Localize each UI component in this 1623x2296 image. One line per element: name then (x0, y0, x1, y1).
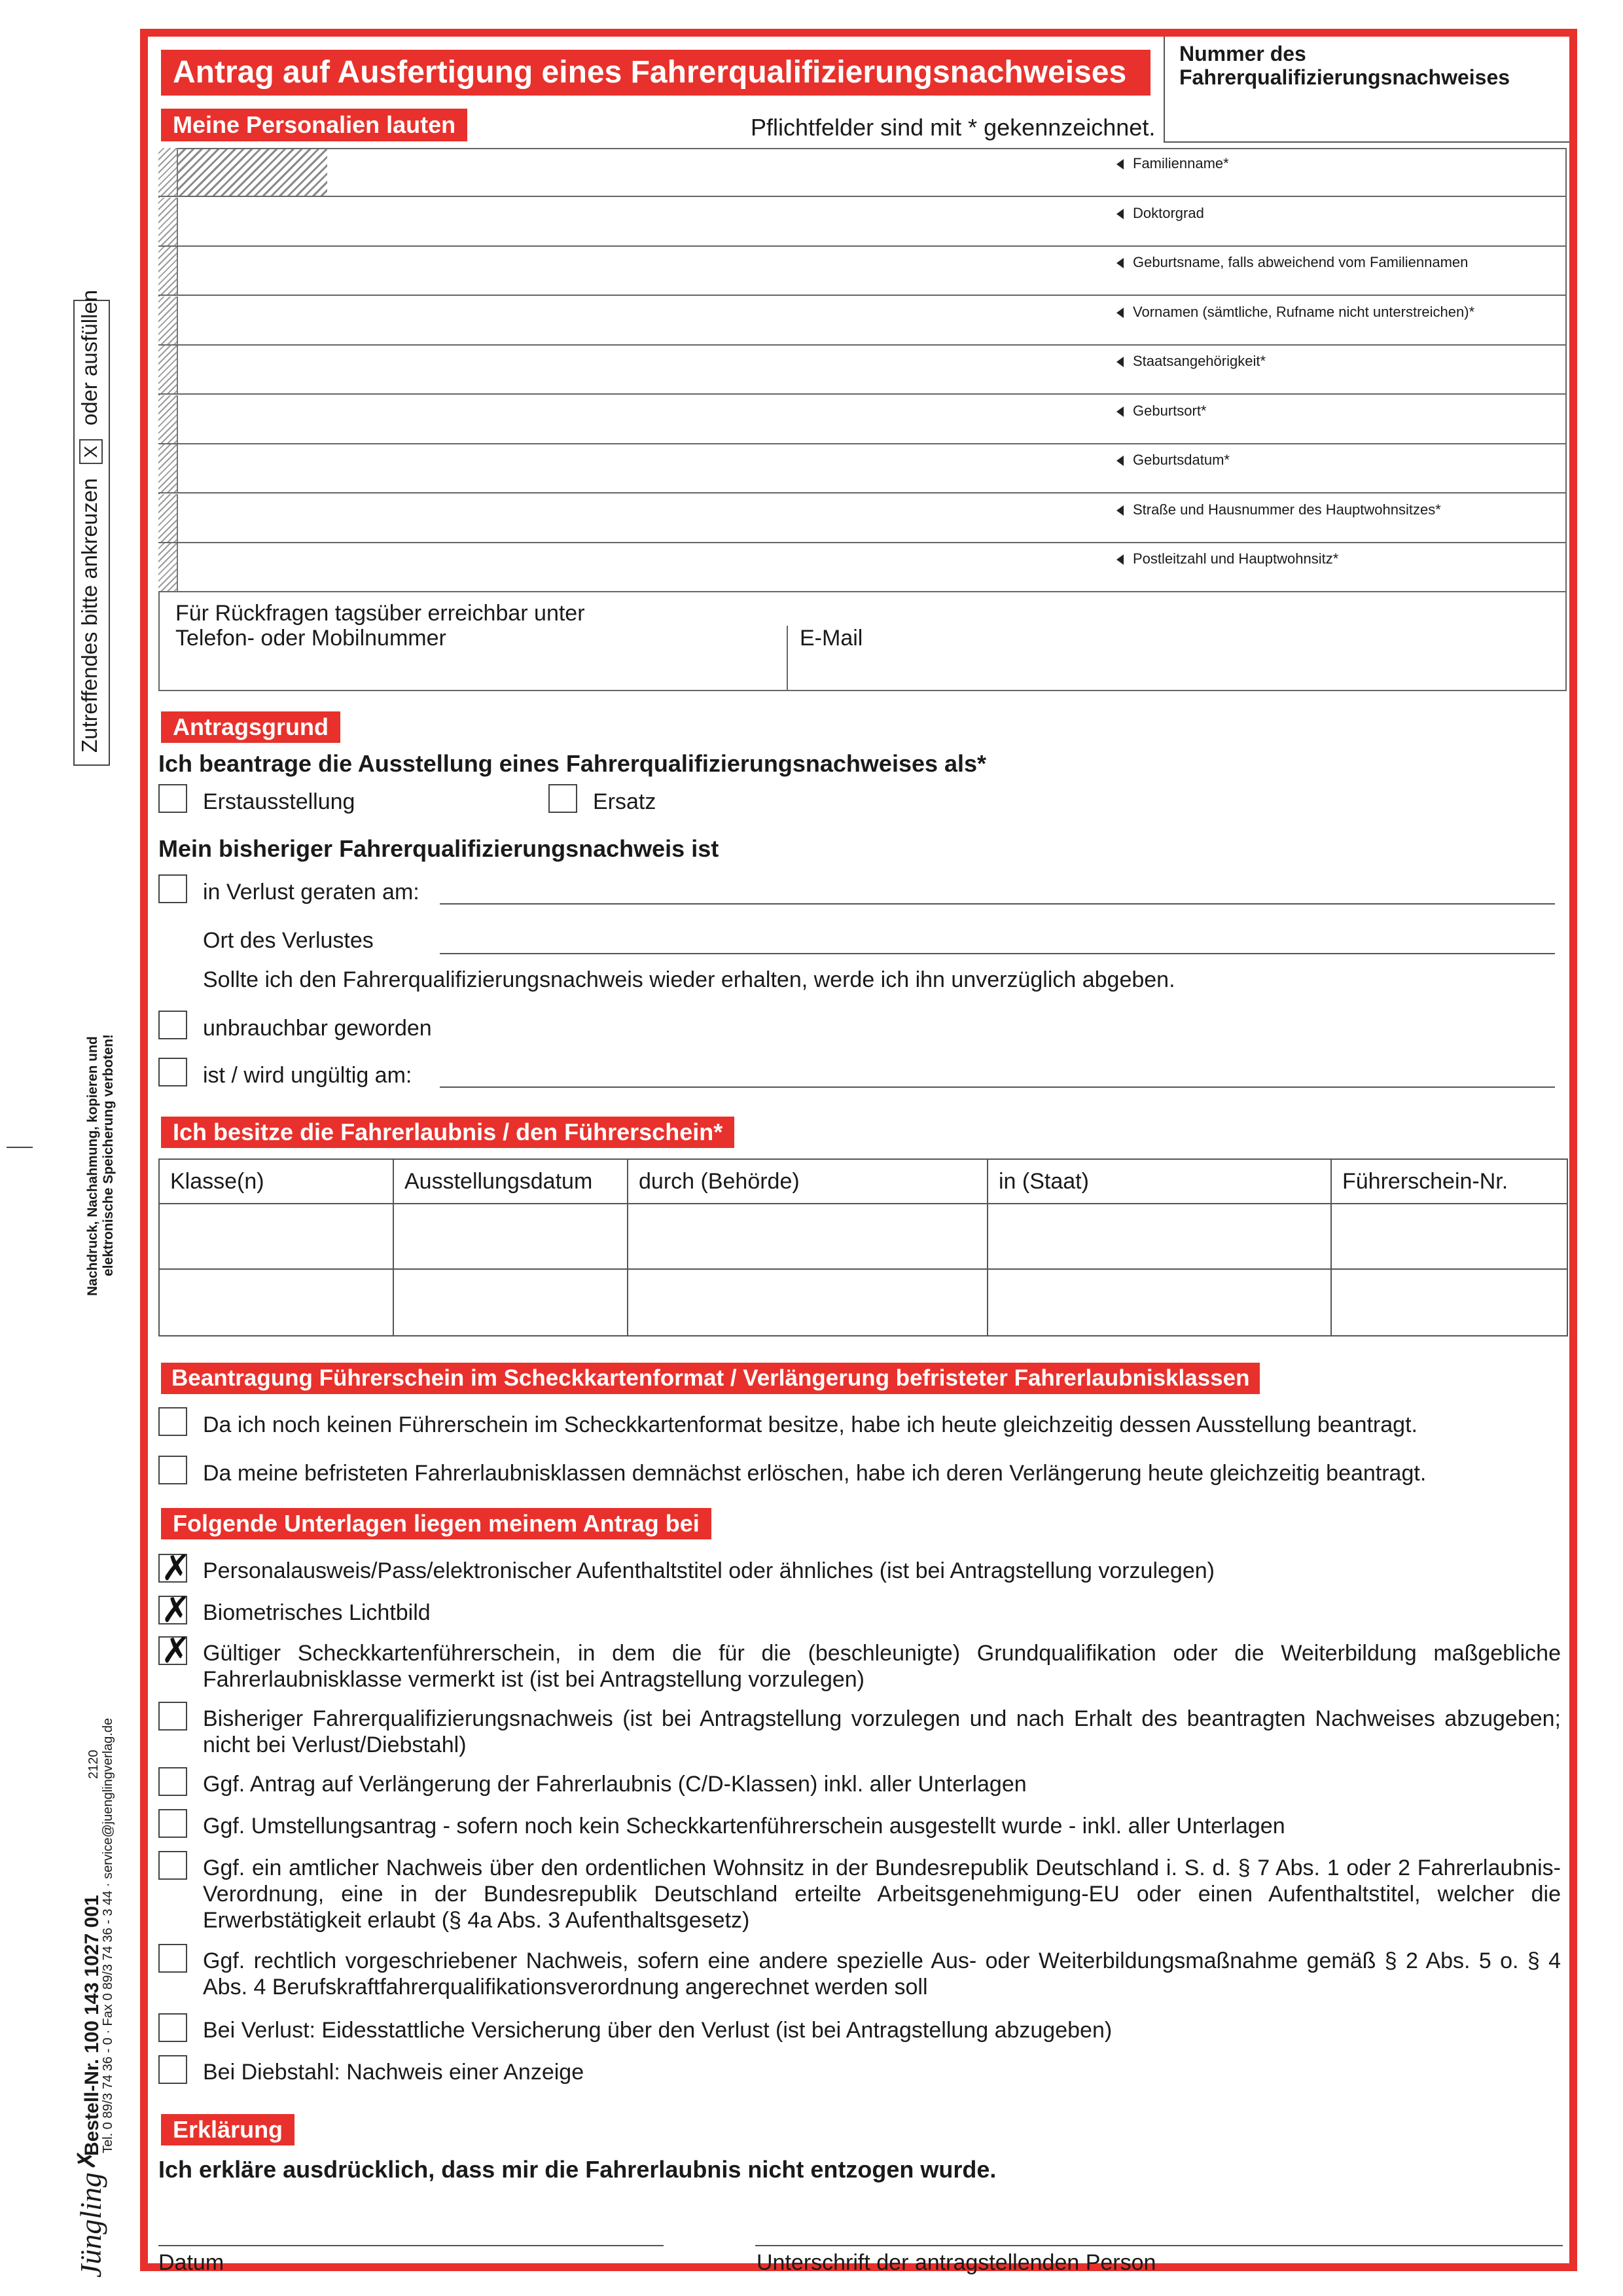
number-box[interactable] (1164, 37, 1569, 143)
header-issue-date: Ausstellungsdatum (393, 1159, 628, 1204)
document-checkbox[interactable] (158, 1767, 187, 1796)
cell-input[interactable] (628, 1269, 988, 1336)
date-line[interactable] (158, 2219, 664, 2246)
header-license-number: Führerschein-Nr. (1331, 1159, 1567, 1204)
field-label: Familienname* (1116, 155, 1229, 172)
signature-line[interactable] (755, 2219, 1563, 2246)
cell-input[interactable] (159, 1204, 393, 1269)
instruction-after: oder ausfüllen (77, 289, 101, 426)
copyright-line-1: Nachdruck, Nachahmung, kopieren und (85, 1036, 100, 1296)
table-row (159, 1269, 1567, 1336)
document-checkbox[interactable] (158, 1944, 187, 1973)
document-item-text: Ggf. Antrag auf Verlängerung der Fahrerlaubnis (C/D-Klassen) inkl. aller Unterlagen (203, 1772, 1027, 1797)
hatch-marker (158, 494, 178, 542)
date-label: Datum (158, 2250, 224, 2275)
hatch-marker (158, 247, 178, 295)
header-class: Klasse(n) (159, 1159, 393, 1204)
license-table-header (159, 1159, 1567, 1204)
cell-input[interactable] (988, 1204, 1331, 1269)
personal-field-row[interactable] (158, 198, 1567, 247)
form-title: Antrag auf Ausfertigung eines Fahrerqualifizierungsnachweises (161, 50, 1150, 96)
cell-input[interactable] (1331, 1269, 1567, 1336)
section-documents: Folgende Unterlagen liegen meinem Antrag bei (161, 1508, 711, 1539)
order-number: Bestell-Nr. 100 143 1027 001 (81, 1895, 103, 2156)
document-checkbox[interactable] (158, 2013, 187, 2042)
header-state: in (Staat) (988, 1159, 1331, 1204)
document-checkbox[interactable] (158, 1702, 187, 1731)
field-label: Straße und Hausnummer des Hauptwohnsitzes* (1116, 501, 1441, 518)
document-checkbox[interactable] (158, 1596, 187, 1624)
unusable-label: unbrauchbar geworden (203, 1016, 432, 1041)
contact-row (158, 593, 1567, 691)
personal-field-row[interactable] (158, 148, 1567, 197)
renewal-text: Da meine befristeten Fahrerlaubnisklassen demnächst erlöschen, habe ich deren Verlängerung heute gleichzeitig beantragt. (203, 1461, 1427, 1486)
replacement-label: Ersatz (593, 789, 656, 814)
personal-field-row[interactable] (158, 494, 1567, 543)
document-item-text: Bei Diebstahl: Nachweis einer Anzeige (203, 2060, 584, 2085)
unusable-checkbox[interactable] (158, 1011, 187, 1039)
document-checkbox[interactable] (158, 2055, 187, 2084)
renewal-checkbox[interactable] (158, 1456, 187, 1484)
phone-label-1: Für Rückfragen tagsüber erreichbar unter (175, 601, 585, 626)
lost-checkbox[interactable] (158, 874, 187, 903)
personal-field-row[interactable] (158, 346, 1567, 395)
lost-date-line[interactable] (440, 877, 1555, 905)
document-checkbox[interactable] (158, 1809, 187, 1838)
document-item-text: Gültiger Scheckkartenführerschein, in dem die für die (beschleunigte) Grundqualifikation oder die Weiterbildung maßgebliche Fahrerlaubnisklasse vermerkt ist (ist bei Antragstellung vorzulegen) (203, 1641, 1561, 1692)
document-item-text: Ggf. rechtlich vorgeschriebener Nachweis, sofern eine andere spezielle Aus- oder Weiterbildungsmaßnahme gemäß § 2 Abs. 5 o. § 4 Abs. 4 Berufskraftfahrerqualifikationsverordnung angerechnet werden soll (203, 1948, 1561, 2000)
card-format-text: Da ich noch keinen Führerschein im Scheckkartenformat besitze, habe ich heute gleichzeitig dessen Ausstellung beantragt. (203, 1412, 1418, 1437)
fold-mark (7, 1147, 33, 1148)
phone-input-area[interactable] (173, 655, 781, 688)
document-checkbox[interactable] (158, 1554, 187, 1583)
email-label: E-Mail (800, 626, 863, 651)
lost-label: in Verlust geraten am: (203, 880, 419, 905)
personal-field-row[interactable] (158, 444, 1567, 493)
previous-heading: Mein bisheriger Fahrerqualifizierungsnachweis ist (158, 835, 719, 862)
number-box-label: Nummer des Fahrerqualifizierungsnachweises (1179, 42, 1510, 89)
phone-label-2: Telefon- oder Mobilnummer (175, 626, 446, 651)
field-label: Staatsangehörigkeit* (1116, 353, 1266, 370)
required-note: Pflichtfelder sind mit * gekennzeichnet. (751, 114, 1156, 141)
personal-field-row[interactable] (158, 296, 1567, 346)
first-issue-label: Erstausstellung (203, 789, 355, 814)
signature-label: Unterschrift der antragstellenden Person (757, 2250, 1156, 2275)
personal-field-row[interactable] (158, 395, 1567, 444)
document-item-text: Ggf. Umstellungsantrag - sofern noch kein Scheckkartenführerschein ausgestellt wurde - inkl. aller Unterlagen (203, 1814, 1285, 1839)
hatch-marker (158, 296, 178, 344)
invalid-label: ist / wird ungültig am: (203, 1063, 412, 1088)
form-code: 2120 (86, 1749, 101, 1779)
invalid-checkbox[interactable] (158, 1058, 187, 1086)
card-format-checkbox[interactable] (158, 1407, 187, 1436)
hatch-marker (158, 198, 178, 245)
table-row (159, 1204, 1567, 1269)
document-item-text: Personalausweis/Pass/elektronischer Aufenthaltstitel oder ähnliches (ist bei Antragstellung vorzulegen) (203, 1558, 1215, 1583)
email-input-area[interactable] (800, 655, 1559, 688)
instruction-before: Zutreffendes bitte ankreuzen (77, 478, 101, 753)
document-item-text: Biometrisches Lichtbild (203, 1600, 431, 1625)
section-card-format: Beantragung Führerschein im Scheckkartenformat / Verlängerung befristeter Fahrerlaubnisklassen (161, 1363, 1260, 1394)
reason-question: Ich beantrage die Ausstellung eines Fahrerqualifizierungsnachweises als* (158, 750, 987, 777)
section-personal: Meine Personalien lauten (161, 109, 467, 141)
brand-logo: Jüngling (74, 2172, 107, 2278)
section-license: Ich besitze die Fahrerlaubnis / den Führerschein* (161, 1117, 734, 1148)
field-label: Doktorgrad (1116, 205, 1204, 222)
lost-place-line[interactable] (440, 927, 1555, 954)
document-checkbox[interactable] (158, 1636, 187, 1665)
field-label: Geburtsname, falls abweichend vom Familiennamen (1116, 254, 1468, 271)
section-declaration: Erklärung (161, 2114, 294, 2145)
publisher-contact: Tel. 0 89/3 74 36 - 0 · Fax 0 89/3 74 36 - 3 44 · service@juenglingverlag.de (101, 1717, 115, 2153)
document-checkbox[interactable] (158, 1851, 187, 1880)
cell-input[interactable] (988, 1269, 1331, 1336)
instruction-x-box: X (79, 439, 103, 464)
first-issue-checkbox[interactable] (158, 784, 187, 813)
document-item-text: Ggf. ein amtlicher Nachweis über den ordentlichen Wohnsitz in der Bundesrepublik Deutschland i. S. d. § 7 Abs. 1 oder 2 Fahrerlaubnis-Verordnung, eine in der Bundesrepublik Deutschland erteilte Arbeitsgenehmigung-EU oder einen Aufenthaltstitel, welcher die Erwerbstätigkeit erlaubt (§ 4a Abs. 3 Aufenthaltsgesetz) (203, 1856, 1561, 1933)
license-table (158, 1158, 1568, 1336)
hatch-marker (158, 148, 178, 196)
hatch-marker (158, 346, 178, 393)
personal-field-row[interactable] (158, 247, 1567, 296)
document-item-text: Bei Verlust: Eidesstattliche Versicherung über den Verlust (ist bei Antragstellung abzugeben) (203, 2018, 1113, 2043)
cell-input[interactable] (393, 1269, 628, 1336)
personal-field-row[interactable] (158, 543, 1567, 592)
field-label: Vornamen (sämtliche, Rufname nicht unterstreichen)* (1116, 304, 1474, 321)
replacement-checkbox[interactable] (548, 784, 577, 813)
section-reason: Antragsgrund (161, 711, 340, 743)
cell-input[interactable] (159, 1269, 393, 1336)
hatch-marker (158, 395, 178, 443)
brand-mark-icon: ✗ (71, 2149, 101, 2170)
document-item-text: Bisheriger Fahrerqualifizierungsnachweis (ist bei Antragstellung vorzulegen und nach Erhalt des beantragten Nachweises abzugeben; nicht bei Verlust/Diebstahl) (203, 1706, 1561, 1757)
declaration-text: Ich erkläre ausdrücklich, dass mir die Fahrerlaubnis nicht entzogen wurde. (158, 2156, 997, 2183)
header-authority: durch (Behörde) (628, 1159, 988, 1204)
cell-input[interactable] (628, 1204, 988, 1269)
hatch-marker (158, 444, 178, 492)
cell-input[interactable] (1331, 1204, 1567, 1269)
lost-place-label: Ort des Verlustes (203, 928, 374, 953)
lost-note: Sollte ich den Fahrerqualifizierungsnachweis wieder erhalten, werde ich ihn unverzüglich abgeben. (203, 967, 1175, 992)
field-label: Geburtsort* (1116, 403, 1207, 420)
invalid-date-line[interactable] (440, 1060, 1555, 1088)
margin-instruction (77, 290, 103, 753)
copyright-line-2: elektronische Speicherung verboten! (101, 1034, 116, 1276)
hatch-marker (158, 543, 178, 591)
cell-input[interactable] (393, 1204, 628, 1269)
field-label: Postleitzahl und Hauptwohnsitz* (1116, 550, 1338, 567)
field-label: Geburtsdatum* (1116, 452, 1230, 469)
